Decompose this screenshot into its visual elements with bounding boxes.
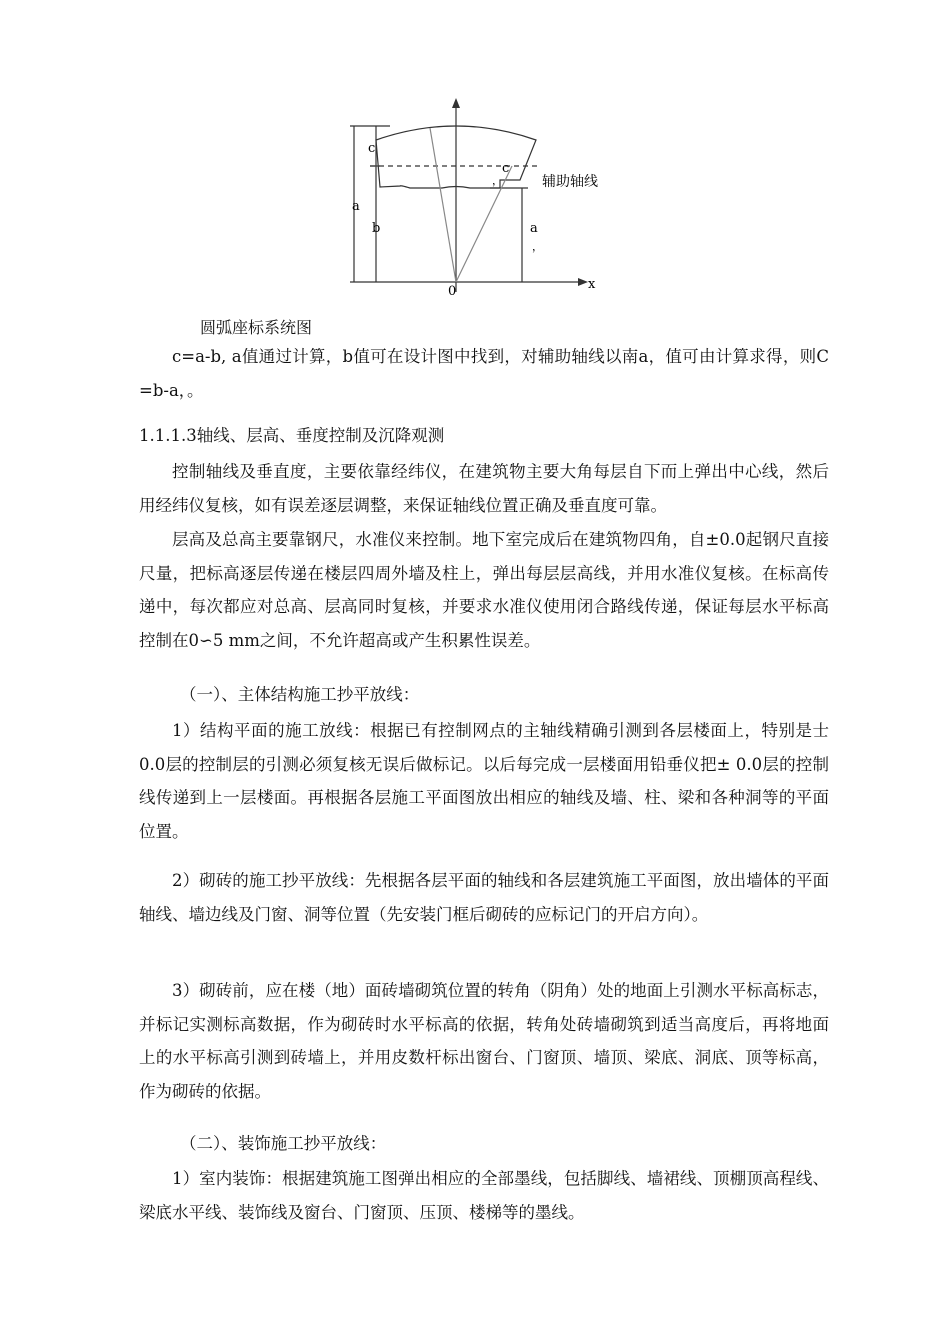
paragraph-2: 控制轴线及垂直度，主要依靠经纬仪，在建筑物主要大角每层自下而上弹出中心线，然后用经纬仪复核，如有误差逐层调整，来保证轴线位置正确及垂直度可靠。 bbox=[139, 462, 829, 515]
y-axis-arrow bbox=[452, 98, 460, 108]
label-aux-axis: 辅助轴线 bbox=[542, 174, 598, 190]
label-x: x bbox=[588, 277, 596, 292]
radial-line-right bbox=[456, 166, 512, 282]
x-axis-arrow bbox=[578, 278, 588, 286]
arc-coordinate-diagram bbox=[330, 92, 610, 307]
label-prime-1: ， bbox=[492, 174, 503, 187]
paragraph-3: 层高及总高主要靠钢尺，水准仪来控制。地下室完成后在建筑物四角，自±0.0起钢尺直接尺量，把标高逐层传递在楼层四周外墙及柱上，弹出每层层高线，并用水准仪复核。在标高传递中，每次都应对总高、层高同时复核，并要求水准仪使用闭合路线传递，保证每层水平标高控制在0∽5 mm之间，不允许超高或产生积累性误差。 bbox=[139, 530, 829, 650]
label-c-prime: c bbox=[502, 161, 510, 176]
diagram-svg bbox=[330, 92, 610, 307]
paragraph-1: c=a-b, a值通过计算，b值可在设计图中找到，对辅助轴线以南a，值可由计算求得，则C =b-a，。 bbox=[139, 347, 829, 400]
radial-line-left bbox=[430, 128, 456, 282]
paragraph-5: 2）砌砖的施工抄平放线：先根据各层平面的轴线和各层建筑施工平面图，放出墙体的平面轴线、墙边线及门窗、洞等位置（先安装门框后砌砖的应标记门的开启方向）。 bbox=[139, 871, 829, 924]
label-b-left: b bbox=[372, 221, 381, 236]
label-origin: 0 bbox=[448, 284, 457, 299]
section-heading: 1.1.1.3轴线、层高、垂度控制及沉降观测 bbox=[139, 426, 445, 445]
figure-caption: 圆弧座标系统图 bbox=[200, 318, 313, 337]
label-c: c bbox=[368, 141, 376, 156]
label-a-right: a bbox=[530, 221, 538, 236]
paragraph-4: 1）结构平面的施工放线：根据已有控制网点的主轴线精确引测到各层楼面上，特别是士 0.0层的控制层的引测必须复核无误后做标记。以后每完成一层楼面用铅垂仪把± 0.0层的控制线传递到上一层楼面。再根据各层施工平面图放出相应的轴线及墙、柱、梁和各种洞等的平面位置。 bbox=[139, 721, 829, 841]
subheading-1: （一）、主体结构施工抄平放线： bbox=[180, 685, 420, 704]
subheading-2: （二）、装饰施工抄平放线： bbox=[180, 1134, 387, 1153]
label-prime-2: ， bbox=[532, 240, 543, 253]
paragraph-6: 3）砌砖前，应在楼（地）面砖墙砌筑位置的转角（阴角）处的地面上引测水平标高标志，并标记实测标高数据，作为砌砖时水平标高的依据，转角处砖墙砌筑到适当高度后，再将地面上的水平标高引测到砖墙上，并用皮数杆标出窗台、门窗顶、墙顶、梁底、洞底、顶等标高，作为砌砖的依据。 bbox=[139, 981, 829, 1101]
paragraph-7: 1）室内装饰：根据建筑施工图弹出相应的全部墨线，包括脚线、墙裙线、顶棚顶高程线、梁底水平线、装饰线及窗台、门窗顶、压顶、楼梯等的墨线。 bbox=[139, 1169, 829, 1222]
label-a-left: a bbox=[352, 199, 360, 214]
